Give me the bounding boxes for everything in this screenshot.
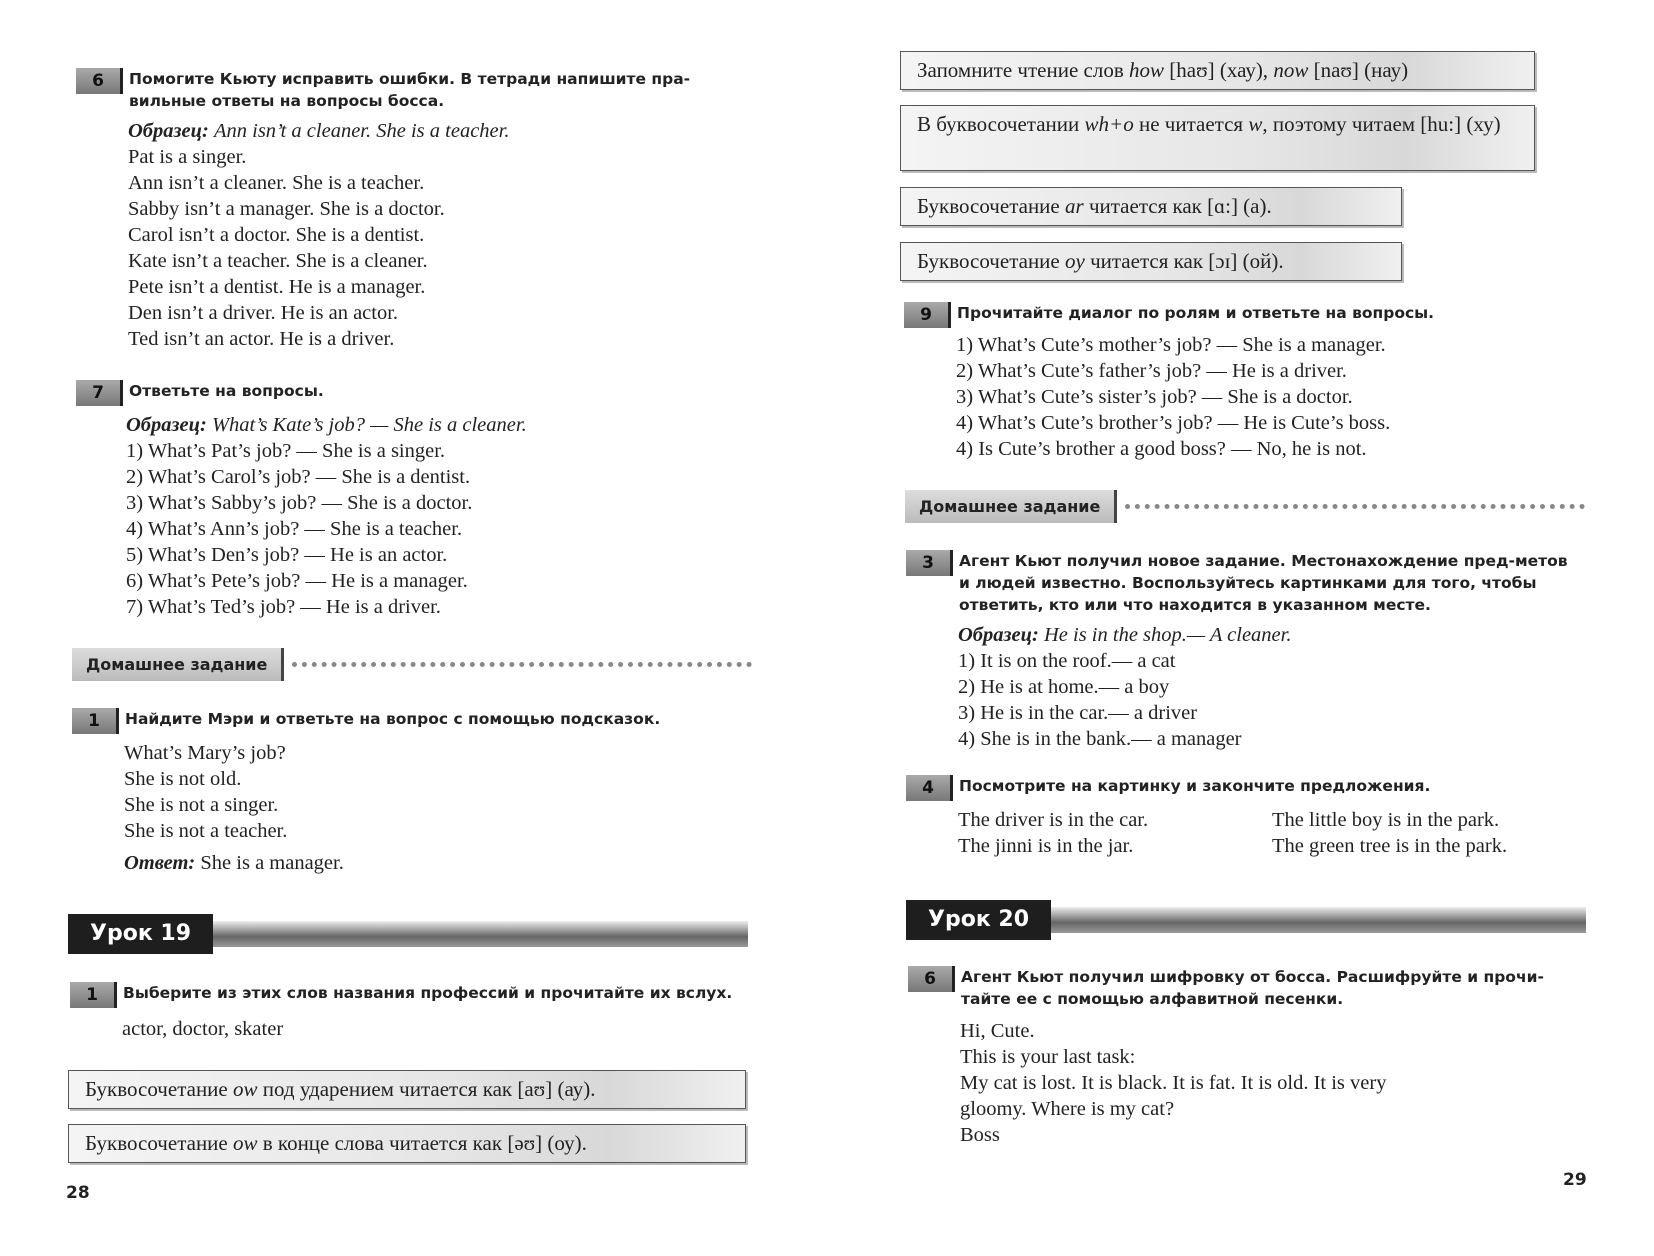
rule-text: Запомните чтение слов [917,58,1129,82]
exercise-instruction: Посмотрите на картинку и закончите предложения. [959,777,1431,795]
rule-box [900,242,1402,281]
sample: Образец: He is in the shop.— A cleaner. [958,624,1292,646]
italic-term: oy [1065,249,1085,273]
text-line: The driver is in the car. [958,809,1149,831]
text-line: 4) She is in the bank.— a manager [958,728,1242,750]
text-line: 6) What’s Pete’s job? — He is a manager. [126,570,468,592]
rule-text: Буквосочетание [85,1131,233,1155]
exercise-instruction: Прочитайте диалог по ролям и ответьте на вопросы. [957,304,1435,322]
banner-bar [213,921,748,947]
text-line: Ann isn’t a cleaner. She is a teacher. [128,172,425,194]
homework-exercise-4 [906,775,1586,859]
answer-lines [128,144,756,352]
text-line: Den isn’t a driver. He is an actor. [128,302,399,324]
text-line: 4) Is Cute’s brother a good boss? — No, he is not. [956,438,1367,460]
text-line: 3) What’s Cute’s sister’s job? — She is a doctor. [956,386,1353,408]
text-line: 1) It is on the roof.— a cat [958,650,1176,672]
exercise-instruction: Найдите Мэри и ответьте на вопрос с помощью подсказок. [125,710,661,728]
rule-text: Буквосочетание [917,249,1065,273]
text-line: Boss [960,1124,1000,1146]
message-lines [960,1018,1588,1148]
italic-term: ow [233,1131,258,1155]
rule-text: Буквосочетание [917,194,1065,218]
text-line: This is your last task: [960,1046,1136,1068]
text-line: 2) He is at home.— a boy [958,676,1170,698]
rule-text: [naʊ] (нау) [1308,58,1409,82]
lesson-title: Урок 19 [68,914,213,954]
text-line: 7) What’s Ted’s job? — He is a driver. [126,596,441,618]
rule-text: не читается [1133,112,1249,136]
text-line: 4) What’s Cute’s brother’s job? — He is Cute’s boss. [956,412,1391,434]
italic-term: how [1129,58,1165,82]
text-line: Carol isn’t a doctor. She is a dentist. [128,224,425,246]
italic-term: wh+o [1084,112,1134,136]
text-line: The jinni is in the jar. [958,835,1134,857]
sample: Образец: What’s Kate’s job? — She is a cleaner. [126,414,527,436]
homework-label: Домашнее задание [905,490,1117,523]
rule-text: читается как [ɑ:] (а). [1083,194,1272,218]
page-number: 28 [66,1183,90,1203]
rule-box [900,187,1402,226]
rule-text: в конце слова читается как [əʊ] (оу). [257,1131,587,1155]
text-line: She is not a teacher. [124,820,288,842]
exercise-number: 6 [76,68,123,94]
lesson-19-exercise-1 [70,982,750,1042]
text-line: 3) What’s Sabby’s job? — She is a doctor. [126,492,473,514]
exercise-instruction: Агент Кьют получил новое задание. Местонахождение пред-метов и людей известно. Воспользуйтесь картинками для того, чтобы ответить, кто или что находится в указанном месте. [959,552,1568,614]
rule-text: , поэтому читаем [hu:] (ху) [1262,112,1501,136]
lesson-19-banner [68,914,748,954]
dotted-divider [1125,504,1585,509]
italic-term: ar [1065,194,1084,218]
text-line: My cat is lost. It is black. It is fat. It is old. It is very [960,1072,1387,1094]
italic-term: w [1248,112,1263,136]
text-line: 3) He is in the car.— a driver [958,702,1198,724]
exercise-instruction: Ответьте на вопросы. [129,382,324,400]
sample: Образец: Ann isn’t a cleaner. She is a teacher. [128,120,510,142]
lesson-20-exercise-6 [908,966,1588,1148]
text-line: She is not old. [124,768,242,790]
exercise-instruction: Выберите из этих слов названия профессий и прочитайте их вслух. [123,984,733,1002]
text-line: 2) What’s Carol’s job? — She is a dentist. [126,466,471,488]
exercise-number: 4 [906,775,953,801]
exercise-instruction: Агент Кьют получил шифровку от босса. Расшифруйте и прочи-тайте ее с помощью алфавитной песенки. [961,968,1544,1008]
homework-exercise-1 [72,708,752,876]
text-line: What’s Mary’s job? [124,742,286,764]
rule-text: читается как [ɔɪ] (ой). [1084,249,1284,273]
sentences-column-2 [1272,807,1586,859]
text-line: Ted isn’t an actor. He is a driver. [128,328,395,350]
text-line: 4) What’s Ann’s job? — She is a teacher. [126,518,463,540]
homework-exercise-3 [906,550,1571,752]
rule-text: под ударением читается как [aʊ] (ау). [257,1077,596,1101]
exercise-instruction: Помогите Кьюту исправить ошибки. В тетради напишите пра-вильные ответы на вопросы босса. [129,70,691,110]
homework-label: Домашнее задание [72,648,284,681]
lesson-20-banner [906,900,1586,940]
dotted-divider [292,662,752,667]
exercise-number: 1 [72,708,119,734]
rule-text: Буквосочетание [85,1077,233,1101]
exercise-7 [76,380,756,620]
exercise-6 [76,68,756,352]
word-list: actor, doctor, skater [122,1018,284,1040]
banner-bar [1051,907,1586,933]
exercise-number: 3 [906,550,953,576]
homework-banner [905,490,1585,523]
italic-term: ow [233,1077,258,1101]
homework-banner [72,648,752,681]
exercise-number: 9 [904,302,951,328]
text-line: Sabby isn’t a manager. She is a doctor. [128,198,445,220]
text-line: Hi, Cute. [960,1020,1035,1042]
rule-text: В буквосочетании [917,112,1085,136]
text-line: Kate isn’t a teacher. She is a cleaner. [128,250,428,272]
answer: Ответ: She is a manager. [124,852,344,874]
text-line: Pat is a singer. [128,146,247,168]
text-line: She is not a singer. [124,794,279,816]
rule-box [900,105,1535,171]
exercise-number: 1 [70,982,117,1008]
exercise-9 [904,302,1594,462]
italic-term: now [1273,58,1309,82]
lesson-title: Урок 20 [906,900,1051,940]
question-lines [126,438,756,620]
rule-box [900,51,1535,90]
exercise-number: 6 [908,966,955,992]
text-line: 5) What’s Den’s job? — He is an actor. [126,544,448,566]
exercise-number: 7 [76,380,123,406]
rule-box [68,1124,746,1163]
answer-lines [958,648,1571,752]
text-line: gloomy. Where is my cat? [960,1098,1175,1120]
clue-lines [124,740,752,844]
sentences-column-1 [958,807,1272,859]
rule-box [68,1070,746,1109]
rule-text: [haʊ] (хау), [1164,58,1274,82]
text-line: Pete isn’t a dentist. He is a manager. [128,276,426,298]
dialog-lines [956,332,1594,462]
text-line: 1) What’s Cute’s mother’s job? — She is a manager. [956,334,1386,356]
text-line: The green tree is in the park. [1272,835,1508,857]
text-line: 1) What’s Pat’s job? — She is a singer. [126,440,446,462]
page-number: 29 [1563,1170,1587,1190]
text-line: 2) What’s Cute’s father’s job? — He is a driver. [956,360,1347,382]
text-line: The little boy is in the park. [1272,809,1500,831]
